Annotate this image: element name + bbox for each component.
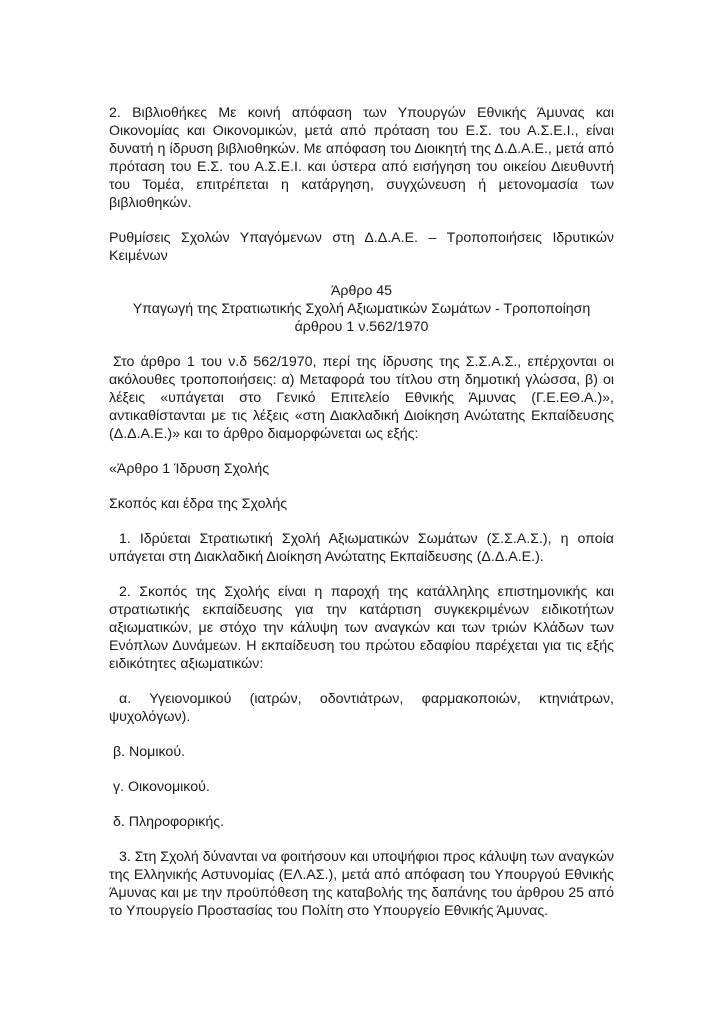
article-title: Υπαγωγή της Στρατιωτικής Σχολή Αξιωματικών Σωμάτων - Τροποποίηση άρθρου 1 ν.562/1970 <box>132 301 591 335</box>
intro-paragraph: Στο άρθρο 1 του ν.δ 562/1970, περί της ίδρυσης της Σ.Σ.Α.Σ., επέρχονται οι ακόλουθες τροποποιήσεις: α) Μεταφορά του τίτλου στη δημοτική γλώσσα, β) οι λέξεις «υπάγεται στο Γενικό Επιτελείο Εθνικής Άμυνας (Γ.Ε.ΕΘ.Α.)», αντικαθίστανται με τις λέξεις «στη Διακλαδική Διοίκηση Ανώτατης Εκπαίδευσης (Δ.Δ.Α.Ε.)» και το άρθρο διαμορφώνεται ως εξής: <box>109 354 614 442</box>
list-item-d: δ. Πληροφορικής. <box>113 814 225 830</box>
subheading: Σκοπός και έδρα της Σχολής <box>109 496 288 512</box>
paragraph-libraries: 2. Βιβλιοθήκες Με κοινή απόφαση των Υπουργών Εθνικής Άμυνας και Οικονομίας και Οικονομικών, μετά από πρόταση του Ε.Σ. του Α.Σ.Ε.Ι., είναι δυνατή η ίδρυση βιβλιοθηκών. Με απόφαση του Διοικητή της Δ.Δ.Α.Ε., μετά από πρόταση του Ε.Σ. του Α.Σ.Ε.Ι. και ύστερα από εισήγηση του οικείου Διευθυντή του Τομέα, επιτρέπεται η κατάργηση, συγχώνευση ή μετονομασία των βιβλιοθηκών. <box>109 105 614 211</box>
quoted-article-heading: «Άρθρο 1 Ίδρυση Σχολής <box>109 461 270 477</box>
document-page <box>109 104 614 920</box>
paragraph-2: 2. Σκοπός της Σχολής είναι η παροχή της κατάλληλης επιστημονικής και στρατιωτικής εκπαίδευσης για την κατάρτιση συγκεκριμένων ειδικοτήτων αξιωματικών, με στόχο την κάλυψη των αναγκών και των τριών Κλάδων των Ενόπλων Δυνάμεων. Η εκπαίδευση του πρώτου εδαφίου παρέχεται για τις εξής ειδικότητες αξιωματικών: <box>109 584 614 672</box>
paragraph-1: 1. Ιδρύεται Στρατιωτική Σχολή Αξιωματικών Σωμάτων (Σ.Σ.Α.Σ.), η οποία υπάγεται στη Διακλαδική Διοίκηση Ανώτατης Εκπαίδευσης (Δ.Δ.Α.Ε.). <box>109 531 614 565</box>
list-item-a: α. Υγειονομικού (ιατρών, οδοντιάτρων, φαρμακοποιών, κτηνιάτρων, ψυχολόγων). <box>109 691 614 725</box>
paragraph-3: 3. Στη Σχολή δύνανται να φοιτήσουν και υποψήφιοι προς κάλυψη των αναγκών της Ελληνικής Αστυνομίας (ΕΛ.ΑΣ.), μετά από απόφαση του Υπουργού Εθνικής Άμυνας και με την προϋπόθεση της καταβολής της δαπάνης του άρθρου 25 από το Υπουργείο Προστασίας του Πολίτη στο Υπουργείο Εθνικής Άμυνας. <box>109 849 614 919</box>
article-number: Άρθρο 45 <box>330 283 393 299</box>
list-item-b: β. Νομικού. <box>113 744 186 760</box>
list-item-c: γ. Οικονομικού. <box>113 779 210 795</box>
section-heading: Ρυθμίσεις Σχολών Υπαγόμενων στη Δ.Δ.Α.Ε. – Τροποποιήσεις Ιδρυτικών Κειμένων <box>109 230 614 264</box>
